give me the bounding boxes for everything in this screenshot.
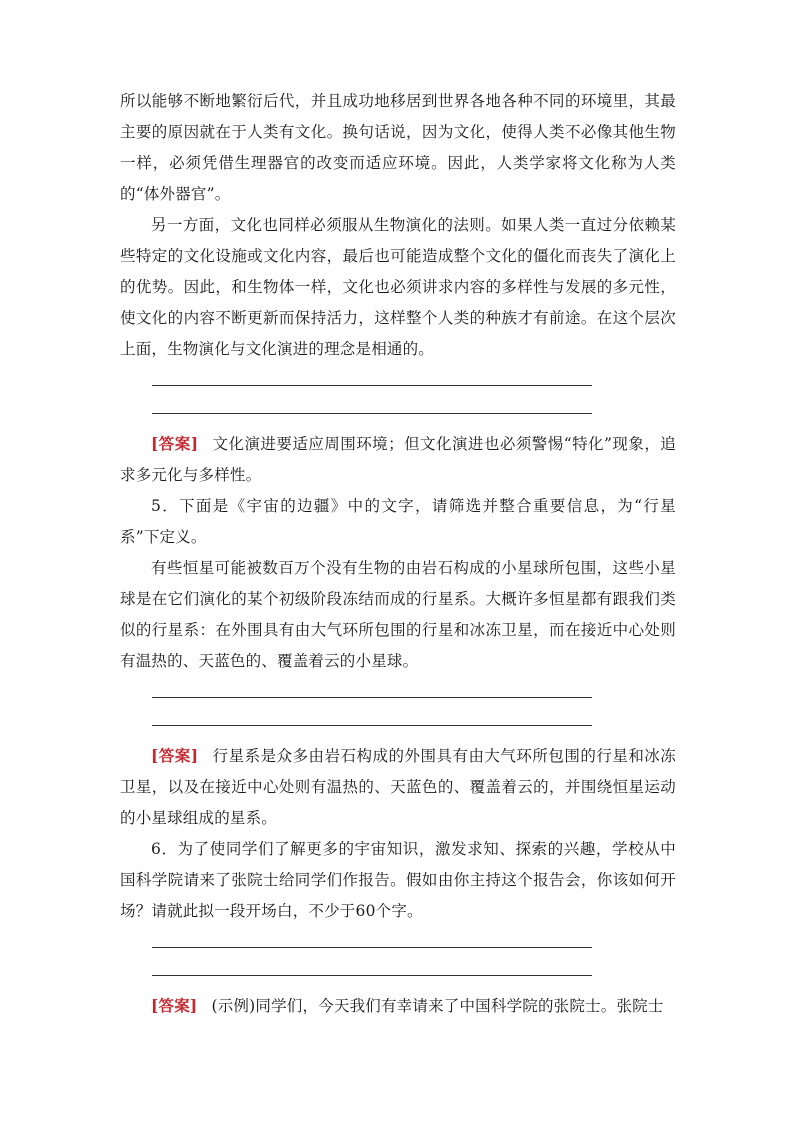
paragraph-continued: 所以能够不断地繁衍后代，并且成功地移居到世界各地各种不同的环境里，其最主要的原因就在于人类有文化。换句话说，因为文化，使得人类不必像其他生物一样，必须凭借生理器官的改变而适应环境。因此，人类学家将文化称为人类的“体外器官”。 <box>120 92 676 203</box>
answer-q5-text: 行星系是众多由岩石构成的外围具有由大气环所包围的行星和冰冻卫星，以及在接近中心处则有温热的、天蓝色的、覆盖着云的，并围绕恒星运动的小星球组成的星系。 <box>120 747 677 827</box>
question-5-passage: 有些恒星可能被数百万个没有生物的由岩石构成的小星球所包围，这些小星球是在它们演化的某个初级阶段冻结而成的行星系。大概许多恒星都有跟我们类似的行星系：在外围具有由大气环所包围的行星和冰冻卫星，而在接近中心处则有温热的、天蓝色的、覆盖着云的小星球。 <box>120 559 676 670</box>
answer-tag: [答案] <box>151 434 199 453</box>
answer-q5 <box>120 740 676 834</box>
answer-line[interactable] <box>152 947 592 948</box>
answer-q6 <box>120 990 676 1022</box>
answer-line[interactable] <box>152 975 592 976</box>
answer-line[interactable] <box>152 697 592 698</box>
answer-q6-text: (示例)同学们，今天我们有幸请来了中国科学院的张院士。张院士 <box>211 997 664 1015</box>
answer-tag: [答案] <box>151 746 199 765</box>
answer-lines-q5 <box>120 677 676 740</box>
answer-q4 <box>120 428 676 491</box>
document-page <box>120 86 676 1022</box>
paragraph-another-aspect: 另一方面，文化也同样必须服从生物演化的法则。如果人类一直过分依赖某些特定的文化设施或文化内容，最后也可能造成整个文化的僵化而丧失了演化上的优势。因此，和生物体一样，文化也必须讲求内容的多样性与发展的多元性，使文化的内容不断更新而保持活力，这样整个人类的种族才有前途。在这个层次上面，生物演化与文化演进的理念是相通的。 <box>120 216 676 358</box>
answer-tag: [答案] <box>151 996 198 1015</box>
answer-line[interactable] <box>152 413 592 414</box>
answer-line[interactable] <box>152 725 592 726</box>
answer-lines-q4 <box>120 365 676 428</box>
answer-q4-text: 文化演进要适应周围环境；但文化演进也必须警惕“特化”现象，追求多元化与多样性。 <box>120 435 676 484</box>
answer-lines-q6 <box>120 927 676 990</box>
question-5: 5．下面是《宇宙的边疆》中的文字，请筛选并整合重要信息，为“行星系”下定义。 <box>120 497 676 546</box>
question-6: 6．为了使同学们了解更多的宇宙知识，激发求知、探索的兴趣，学校从中国科学院请来了张院士给同学们作报告。假如由你主持这个报告会，你该如何开场？请就此拟一段开场白，不少于60个字。 <box>120 840 676 920</box>
answer-line[interactable] <box>152 385 592 386</box>
